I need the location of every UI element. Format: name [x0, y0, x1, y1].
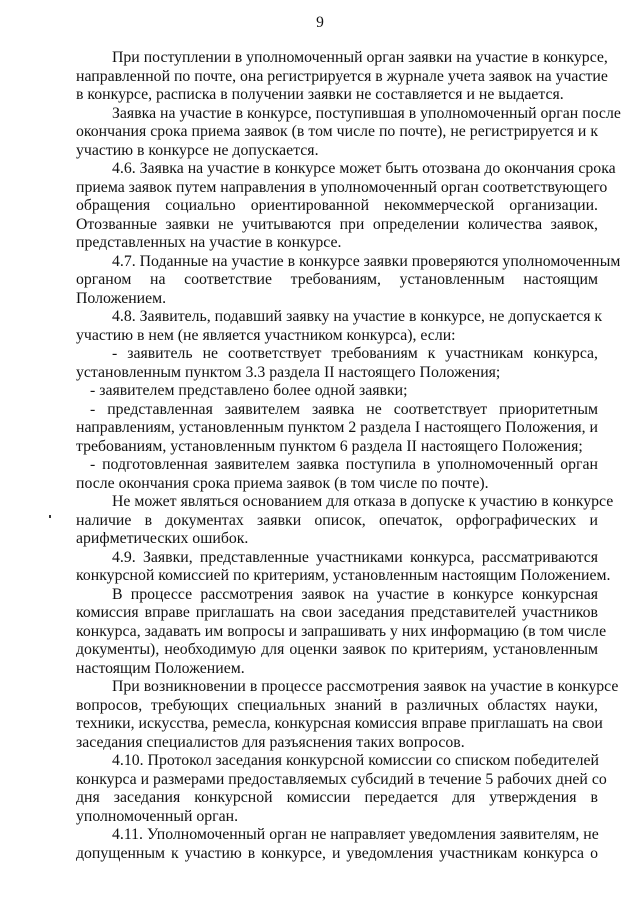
text-line: направленной по почте, она регистрируется в журнале учета заявок на участие: [76, 67, 608, 85]
text-line: участию в конкурсе не допускается.: [76, 141, 319, 159]
text-line: арифметических ошибок.: [76, 530, 249, 547]
text-line: вопросов, требующих специальных знаний в различных областях науки,: [76, 696, 598, 714]
text-line: документы), необходимую для оценки заявок по критериям, установленным: [76, 641, 598, 658]
text-line: в конкурсе, расписка в получении заявки не составляется и не выдается.: [76, 86, 564, 103]
text-line: конкурса, задавать им вопросы и запрашивать у них информацию (в том числе: [76, 622, 607, 640]
text-line: В процессе рассмотрения заявок на участие в конкурсе конкурсная: [112, 585, 598, 603]
text-line: настоящим Положением.: [76, 659, 245, 677]
page-number: 9: [316, 14, 324, 31]
text-line: 4.10. Протокол заседания конкурсной комиссии со списком победителей: [112, 752, 599, 769]
text-line: дня заседания конкурсной комиссии передается для утверждения в: [76, 789, 598, 806]
text-line: Положением.: [76, 289, 167, 307]
text-line: - подготовленная заявителем заявка поступила в уполномоченный орган: [90, 456, 598, 473]
text-line: окончания срока приема заявок (в том числе по почте), не регистрируется и к: [76, 123, 598, 140]
text-line: установленным пунктом 3.3 раздела II настоящего Положения;: [76, 363, 501, 381]
text-line: техники, искусства, ремесла, конкурсная комиссия вправе приглашать на свои: [76, 715, 603, 732]
text-line: приема заявок путем направления в уполномоченный орган соответствующего: [76, 178, 608, 196]
text-line: уполномоченный орган.: [76, 807, 239, 825]
text-line: 4.9. Заявки, представленные участниками конкурса, рассматриваются: [112, 548, 598, 566]
text-line: - заявитель не соответствует требованиям к участникам конкурса,: [112, 345, 598, 362]
document-body: [76, 49, 621, 863]
text-line: конкурса и размерами предоставляемых субсидий в течение 5 рабочих дней со: [76, 770, 607, 788]
text-line: требованиям, установленным пунктом 6 раздела II настоящего Положения;: [76, 437, 583, 455]
text-line: обращения социально ориентированной некоммерческой организации.: [76, 197, 598, 214]
text-line: Не может являться основанием для отказа в допуске к участию в конкурсе: [112, 493, 614, 510]
text-line: Отозванные заявки не учитываются при определении количества заявок,: [76, 215, 598, 233]
scan-speck: [49, 515, 51, 518]
text-line: При поступлении в уполномоченный орган заявки на участие в конкурсе,: [112, 49, 608, 66]
text-line: после окончания срока приема заявок (в том числе по почте).: [76, 474, 489, 492]
text-line: 4.7. Поданные на участие в конкурсе заявки проверяются уполномоченным: [112, 252, 621, 270]
text-line: - заявителем представлено более одной заявки;: [90, 382, 408, 399]
text-line: комиссия вправе приглашать на свои заседания представителей участников: [76, 604, 598, 621]
text-line: направлениям, установленным пунктом 2 раздела I настоящего Положения, и: [76, 419, 599, 436]
text-line: 4.6. Заявка на участие в конкурсе может быть отозвана до окончания срока: [112, 160, 616, 177]
text-line: органом на соответствие требованиям, установленным настоящим: [76, 271, 598, 288]
text-line: наличие в документах заявки описок, опечаток, орфографических и: [76, 511, 598, 529]
text-line: При возникновении в процессе рассмотрения заявок на участие в конкурсе: [112, 678, 619, 695]
text-line: заседания специалистов для разъяснения таких вопросов.: [76, 733, 465, 751]
text-line: 4.11. Уполномоченный орган не направляет уведомления заявителям, не: [112, 826, 599, 843]
text-line: допущенным к участию в конкурсе, и уведомления участникам конкурса о: [76, 844, 598, 862]
text-line: участию в нем (не является участником конкурса), если:: [76, 326, 456, 344]
text-line: представленных на участие в конкурсе.: [76, 234, 342, 251]
text-line: Заявка на участие в конкурсе, поступившая в уполномоченный орган после: [112, 104, 621, 122]
text-line: - представленная заявителем заявка не соответствует приоритетным: [90, 400, 598, 418]
text-line: 4.8. Заявитель, подавший заявку на участие в конкурсе, не допускается к: [112, 308, 603, 325]
text-line: конкурсной комиссией по критериям, установленным настоящим Положением.: [76, 567, 611, 584]
